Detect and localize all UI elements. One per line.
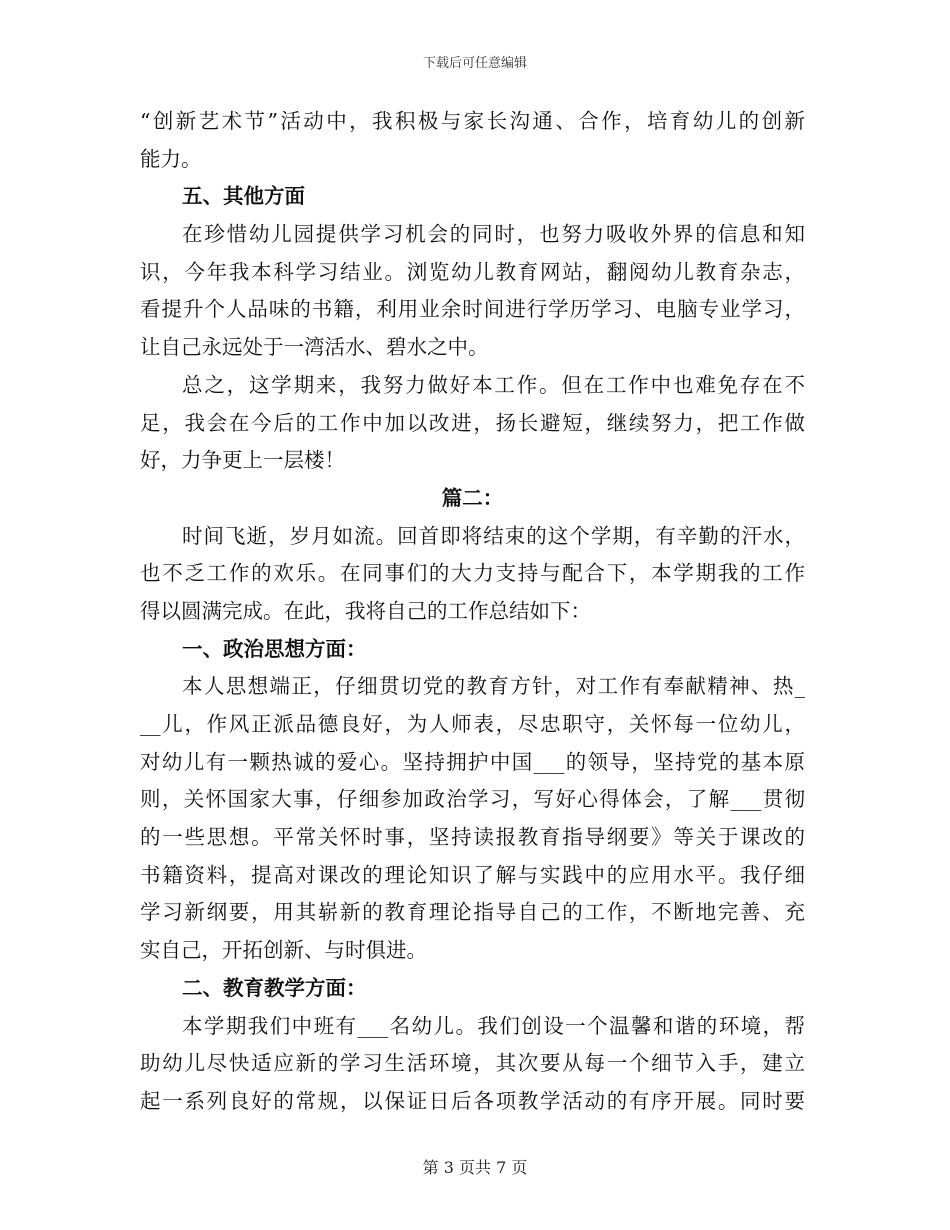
paragraph-line: 起一系列良好的常规，以保证日后各项教学活动的有序开展。同时要 — [140, 1088, 805, 1113]
paragraph-last-line: 让自己永远处于一湾活水、碧水之中。 — [140, 335, 489, 360]
paragraph-line: “创新艺术节”活动中，我积极与家长沟通、合作，培育幼儿的创新 — [140, 109, 805, 133]
page-footer-number: 第 3 页共 7 页 — [422, 1158, 528, 1177]
paragraph-last-line: 得以圆满完成。在此，我将自己的工作总结如下： — [140, 598, 591, 623]
section-heading: 五、其他方面 — [182, 184, 305, 209]
paragraph-line: 则，关怀国家大事，仔细参加政治学习，写好心得体会，了解___贯彻 — [140, 787, 805, 812]
paragraph-line: 书籍资料，提高对课改的理论知识了解与实践中的应用水平。我仔细 — [140, 862, 805, 887]
section-heading: 一、政治思想方面： — [182, 636, 367, 661]
paragraph-first-line: 时间飞逝，岁月如流。回首即将结束的这个学期，有辛勤的汗水， — [182, 523, 805, 548]
paragraph-first-line: 本人思想端正，仔细贯切党的教育方针，对工作有奉献精神、热_ — [182, 674, 805, 699]
document-body — [140, 103, 805, 1121]
paragraph-line: 助幼儿尽快适应新的学习生活环境，其次要从每一个细节入手，建立 — [140, 1051, 805, 1076]
page-header-note: 下载后可任意编辑 — [422, 56, 527, 71]
paragraph-last-line: 好，力争更上一层楼！ — [140, 448, 345, 473]
paragraph-first-line: 本学期我们中班有___名幼儿。我们创设一个温馨和谐的环境，帮 — [182, 1013, 805, 1038]
paragraph-line: __儿，作风正派品德良好，为人师表，尽忠职守，关怀每一位幼儿， — [140, 712, 805, 736]
paragraph-line: 识，今年我本科学习结业。浏览幼儿教育网站，翻阅幼儿教育杂志， — [140, 259, 805, 284]
paragraph-last-line: 能力。 — [140, 146, 202, 171]
paragraph-first-line: 总之，这学期来，我努力做好本工作。但在工作中也难免存在不 — [182, 372, 805, 397]
paragraph-line: 学习新纲要，用其崭新的教育理论指导自己的工作，不断地完善、充 — [140, 900, 805, 925]
paragraph-line: 看提升个人品味的书籍，利用业余时间进行学历学习、电脑专业学习， — [140, 297, 805, 322]
section-heading: 二、教育教学方面： — [182, 975, 367, 1000]
chapter-heading: 篇二： — [441, 485, 504, 510]
paragraph-line: 对幼儿有一颗热诚的爱心。坚持拥护中国___的领导，坚持党的基本原 — [140, 749, 805, 774]
paragraph-first-line: 在珍惜幼儿园提供学习机会的同时，也努力吸收外界的信息和知 — [182, 222, 805, 247]
paragraph-line: 的一些思想。平常关怀时事，坚持读报教育指导纲要》等关于课改的 — [140, 825, 805, 850]
paragraph-last-line: 实自己，开拓创新、与时俱进。 — [140, 938, 427, 963]
paragraph-line: 足，我会在今后的工作中加以改进，扬长避短，继续努力，把工作做 — [140, 410, 805, 435]
paragraph-line: 也不乏工作的欢乐。在同事们的大力支持与配合下，本学期我的工作 — [140, 561, 805, 586]
